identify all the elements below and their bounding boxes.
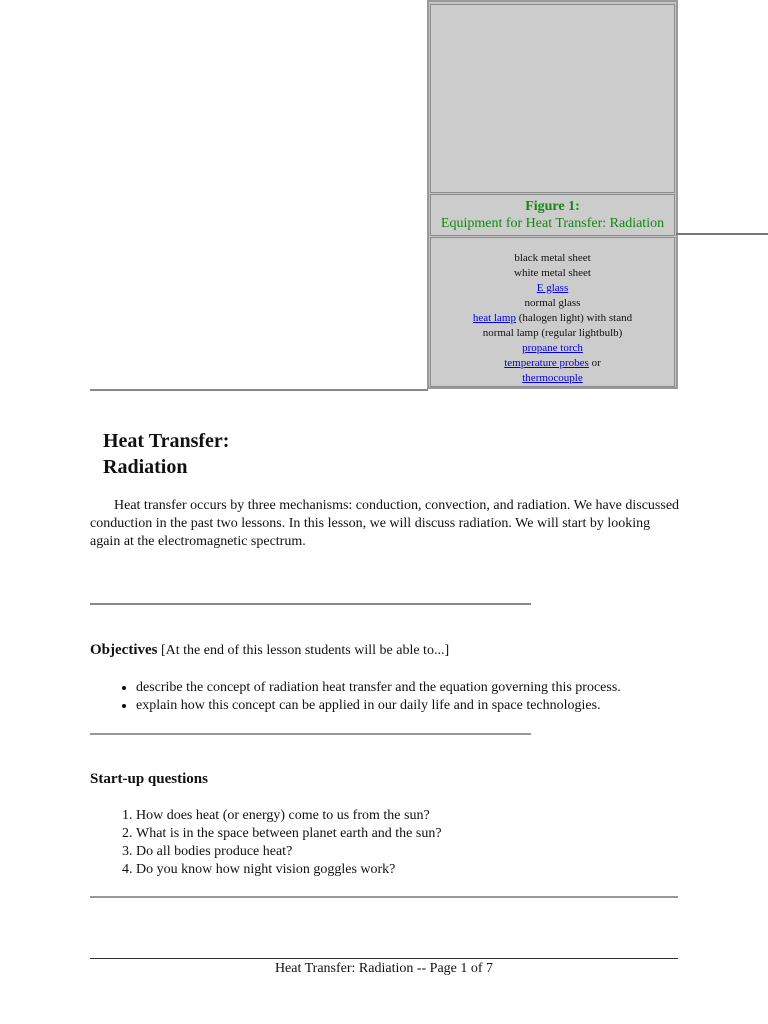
list-item: 1. How does heat (or energy) come to us from the sun? — [136, 807, 442, 825]
list-item: 3. Do all bodies produce heat? — [136, 843, 442, 861]
page-title-line: Radiation — [103, 456, 188, 478]
list-item: • describe the concept of radiation heat transfer and the equation governing this process. — [136, 679, 621, 697]
list-item: • explain how this concept can be applied in our daily life and in space technologies. — [136, 697, 621, 715]
objectives-label: Objectives — [90, 642, 158, 658]
divider — [90, 733, 531, 735]
equipment-link-propane-torch[interactable]: propane torch — [522, 342, 583, 354]
list-item: 2. What is in the space between planet earth and the sun? — [136, 825, 442, 843]
page-footer: Heat Transfer: Radiation -- Page 1 of 7 — [274, 961, 494, 976]
divider — [90, 389, 428, 391]
equipment-item: white metal sheet — [514, 267, 591, 279]
startup-questions-list — [90, 807, 442, 879]
startup-heading: Start-up questions — [90, 771, 208, 787]
equipment-link-temperature-probes[interactable]: temperature probes — [504, 357, 589, 369]
equipment-item-detail: or — [588, 357, 601, 369]
objectives-heading — [90, 640, 449, 661]
intro-paragraph: Heat transfer occurs by three mechanisms: conduction, convection, and radiation. We have discussed conduction in the past two lessons. In this lesson, we will discuss radiation. We will start by looking again at the electromagnetic spectrum. — [90, 498, 680, 549]
list-item: 4. Do you know how night vision goggles work? — [136, 861, 442, 879]
divider — [90, 896, 678, 898]
equipment-list — [430, 237, 675, 387]
caption-rule — [676, 233, 768, 235]
equipment-link-thermocouple[interactable]: thermocouple — [522, 372, 583, 384]
page-title — [103, 428, 229, 480]
divider — [90, 603, 531, 605]
equipment-item: normal lamp (regular lightbulb) — [482, 327, 623, 339]
equipment-item-detail: (halogen light) with stand — [515, 312, 633, 324]
figure-image — [430, 4, 675, 193]
page-title-line: Heat Transfer: — [103, 430, 230, 452]
figure-title: Figure 1: — [525, 199, 580, 214]
equipment-link-e-glass[interactable]: E glass — [536, 282, 569, 294]
equipment-link-heat-lamp[interactable]: heat lamp — [472, 312, 516, 324]
figure-subtitle: Equipment for Heat Transfer: Radiation — [440, 216, 665, 231]
figure-caption — [430, 194, 675, 236]
equipment-item: black metal sheet — [514, 252, 591, 264]
objectives-note: [At the end of this lesson students will be able to...] — [157, 643, 450, 658]
equipment-item: normal glass — [524, 297, 581, 309]
objectives-list — [90, 679, 621, 715]
footer-rule — [90, 958, 678, 959]
